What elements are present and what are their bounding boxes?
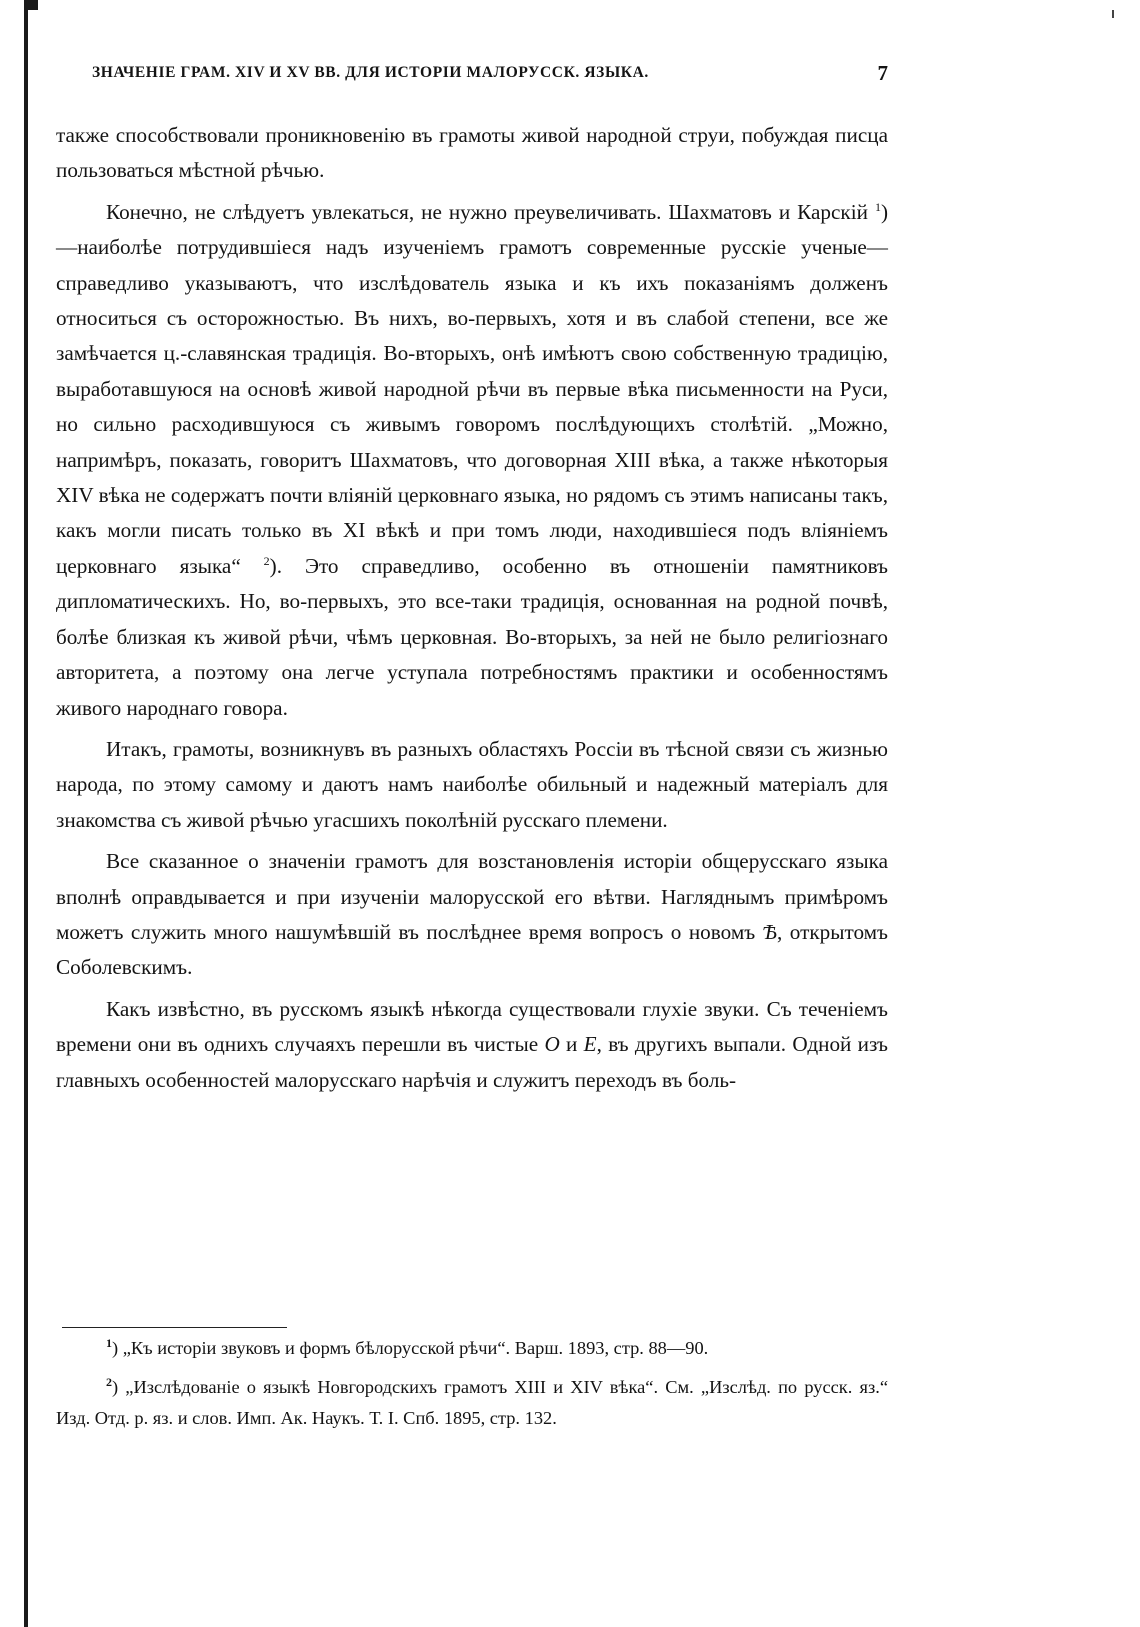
page-number: 7	[877, 61, 888, 85]
paragraph-text: , открытомъ Соболевскимъ.	[56, 919, 888, 980]
letter-e: Е	[583, 1032, 597, 1057]
footnote-mark: 1	[106, 1335, 112, 1350]
paragraph-1	[56, 118, 888, 189]
paragraph-text: ). Это справедливо, особенно въ отношеніи памятниковъ дипломатическихъ. Но, во-первыхъ, это все-таки традиція, основанная на родной почвѣ, болѣе близкая къ живой рѣчи, чѣмъ церковная. Во-вторыхъ, за ней не было религіознаго авторитета, а поэтому она легче уступала потребностямъ практики и особенностямъ живого народнаго говора.	[56, 553, 888, 720]
paragraph-2	[56, 195, 888, 726]
paragraph-3	[56, 732, 888, 838]
footnote-ref-2: 2	[263, 553, 270, 568]
footnote-mark: 2	[106, 1374, 112, 1389]
footnotes	[56, 1333, 888, 1442]
paragraph-text: , въ другихъ выпали. Одной изъ главныхъ особенностей малорусскаго нарѣчія и служитъ переходъ въ боль-	[56, 1032, 888, 1092]
paragraph-4	[56, 844, 888, 986]
yat-letter: Ѣ	[762, 919, 777, 944]
page-header	[92, 61, 888, 88]
paragraph-5	[56, 992, 888, 1098]
paragraph-text: и	[559, 1032, 584, 1057]
footnote-text: ) „Къ исторіи звуковъ и формъ бѣлорусской рѣчи“. Варш. 1893, стр. 88—90.	[112, 1338, 709, 1358]
main-text	[56, 118, 888, 1098]
letter-o: О	[544, 1032, 560, 1057]
scan-edge-line	[24, 0, 28, 1627]
paragraph-text: Итакъ, грамоты, возникнувъ въ разныхъ областяхъ Россіи въ тѣсной связи съ жизнью народа, по этому самому и даютъ намъ наиболѣе обильный и надежный матеріалъ для знакомства съ живой рѣчью угасшихъ поколѣній русскаго племени.	[56, 736, 888, 832]
paragraph-text: )—наиболѣе потрудившіеся надъ изученіемъ грамотъ современные русскіе ученые—справедливо указываютъ, что изслѣдователь языка и къ ихъ показаніямъ долженъ относиться съ осторожностью. Въ нихъ, во-первыхъ, хотя и въ слабой степени, все же замѣчается ц.-славянская традиція. Во-вторыхъ, онѣ имѣютъ свою собственную традицію, выработавшуюся на основѣ живой народной рѣчи въ первые вѣка письменности на Руси, но сильно расходившуюся съ живымъ говоромъ послѣдующихъ столѣтій. „Можно, напримѣръ, показать, говоритъ Шахматовъ, что договорная XIII вѣка, а также нѣкоторыя XIV вѣка не содержатъ почти вліяній церковнаго языка, но рядомъ съ этимъ написаны такъ, какъ могли писать только въ XI вѣкѣ и при томъ люди, находившіеся подъ вліяніемъ церковнаго языка“	[56, 199, 888, 578]
footnote-2	[56, 1372, 888, 1434]
running-title: ЗНАЧЕНІЕ ГРАМ. XIV И XV ВВ. ДЛЯ ИСТОРІИ МАЛОРУССК. ЯЗЫКА.	[92, 64, 649, 81]
footnote-ref-1: 1	[874, 199, 881, 214]
paragraph-text: Конечно, не слѣдуетъ увлекаться, не нужно преувеличивать. Шахматовъ и Карскій	[106, 199, 875, 224]
footnote-1	[56, 1333, 888, 1364]
scan-speck	[1112, 10, 1114, 18]
paragraph-text: Все сказанное о значеніи грамотъ для возстановленія исторіи общерусскаго языка вполнѣ оправдывается и при изученіи малорусской его вѣтви. Нагляднымъ примѣромъ можетъ служить много нашумѣвшій въ послѣднее время вопросъ о новомъ	[56, 849, 888, 944]
footnote-text: ) „Изслѣдованіе о языкѣ Новгородскихъ грамотъ XIII и XIV вѣка“. См. „Изслѣд. по русск. яз.“ Изд. Отд. р. яз. и слов. Имп. Ак. Наукъ. Т. I. Спб. 1895, стр. 132.	[56, 1377, 888, 1428]
footnote-divider	[62, 1327, 287, 1328]
paragraph-text: Какъ извѣстно, въ русскомъ языкѣ нѣкогда существовали глухіе звуки. Съ теченіемъ времени они въ однихъ случаяхъ перешли въ чистые	[56, 996, 888, 1057]
scan-edge-corner	[24, 0, 38, 10]
paragraph-text: также способствовали проникновенію въ грамоты живой народной струи, побуждая писца пользоваться мѣстной рѣчью.	[56, 123, 888, 183]
